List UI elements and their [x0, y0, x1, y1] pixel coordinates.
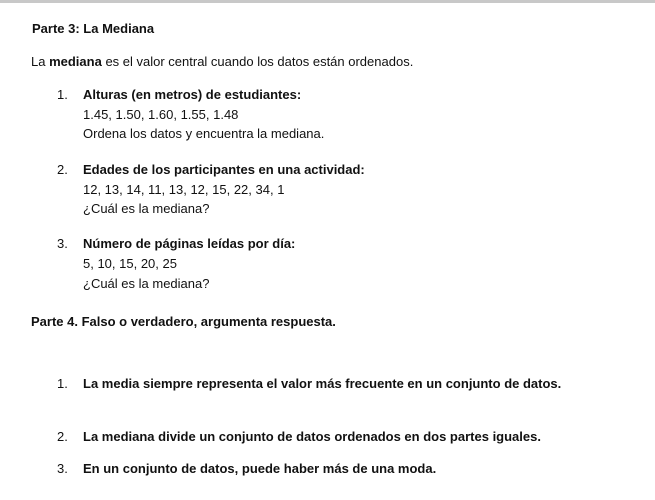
question-2-prompt: ¿Cuál es la mediana?: [83, 201, 210, 216]
intro-text-after: es el valor central cuando los datos están ordenados.: [101, 54, 414, 69]
question-1-prompt: Ordena los datos y encuentra la mediana.: [83, 126, 325, 141]
question-3-prompt: ¿Cuál es la mediana?: [83, 276, 210, 291]
statement-3-number: 3.: [57, 461, 68, 476]
question-3-data: 5, 10, 15, 20, 25: [83, 256, 177, 271]
question-3-number: 3.: [57, 236, 68, 251]
statement-1-text: La media siempre representa el valor más frecuente en un conjunto de datos.: [83, 376, 562, 391]
question-1-data: 1.45, 1.50, 1.60, 1.55, 1.48: [83, 107, 239, 122]
statement-2-text: La mediana divide un conjunto de datos ordenados en dos partes iguales.: [83, 429, 541, 444]
question-1-title: Alturas (en metros) de estudiantes:: [83, 87, 302, 102]
statement-1-number: 1.: [57, 376, 68, 391]
part3-title: Parte 3: La Mediana: [32, 21, 155, 36]
question-1-number: 1.: [57, 87, 68, 102]
part3-intro: [31, 54, 413, 69]
part4-title: Parte 4. Falso o verdadero, argumenta respuesta.: [31, 314, 336, 329]
question-2-title: Edades de los participantes en una actividad:: [83, 162, 365, 177]
statement-3-text: En un conjunto de datos, puede haber más de una moda.: [83, 461, 437, 476]
question-2-number: 2.: [57, 162, 68, 177]
intro-text-before: La: [31, 54, 50, 69]
question-3-title: Número de páginas leídas por día:: [83, 236, 296, 251]
intro-keyword: mediana: [49, 54, 102, 69]
question-2-data: 12, 13, 14, 11, 13, 12, 15, 22, 34, 1: [83, 182, 285, 197]
statement-2-number: 2.: [57, 429, 68, 444]
